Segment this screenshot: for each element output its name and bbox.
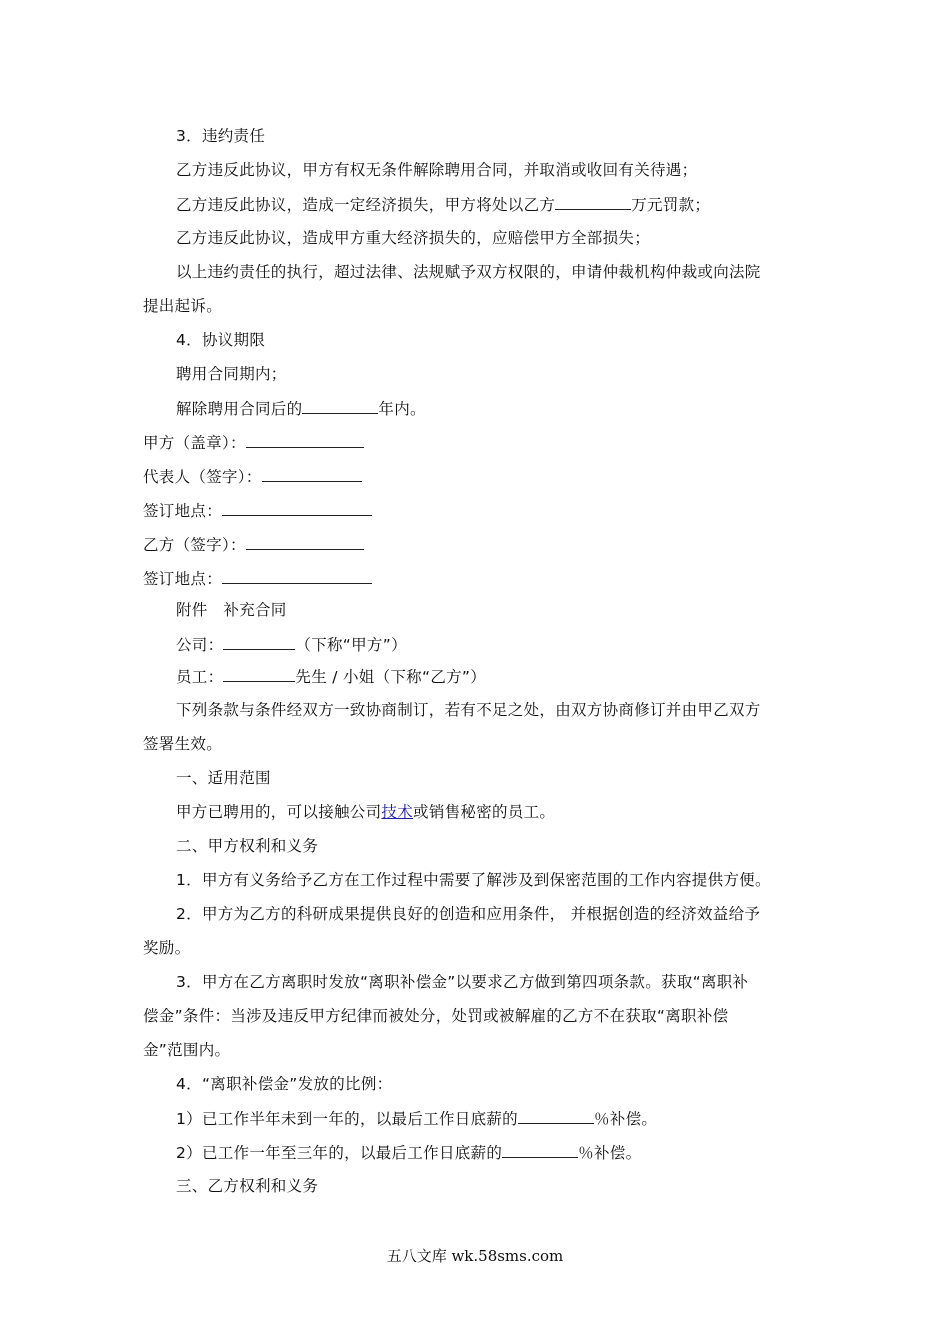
paragraph: 乙方违反此协议，造成一定经济损失，甲方将处以乙方 万元罚款； (176, 196, 711, 214)
signature-party-b: 乙方（签字）： (143, 534, 364, 555)
paragraph: 1）已工作半年未到一年的，以最后工作日底薪的 ％补偿。 (176, 1110, 658, 1128)
paragraph: 乙方违反此协议，甲方有权无条件解除聘用合同，并取消或收回有关待遇； (176, 161, 698, 179)
paragraph: 奖励。 (143, 939, 191, 957)
paragraph: 3．甲方在乙方离职时发放“离职补偿金”以要求乙方做到第四项条款。获取“离职补 (176, 973, 749, 991)
paragraph: 2）已工作一年至三年的，以最后工作日底薪的 ％补偿。 (176, 1144, 642, 1162)
paragraph: 乙方违反此协议，造成甲方重大经济损失的，应赔偿甲方全部损失； (176, 229, 651, 247)
section-2-title: 二、甲方权利和义务 (176, 837, 319, 855)
signature-blank (222, 500, 372, 516)
signature-place-1: 签订地点： (143, 500, 372, 521)
paragraph: 甲方已聘用的，可以接触公司技术或销售秘密的员工。 (176, 803, 556, 821)
section-3-title: 3．违约责任 (176, 127, 266, 145)
fill-blank (518, 1108, 594, 1124)
annex-title: 附件 补充合同 (176, 601, 287, 619)
signature-party-a: 甲方（盖章）： (143, 432, 364, 453)
fill-blank (302, 398, 378, 414)
employee-line: 员工： 先生 / 小姐（下称“乙方”） (176, 668, 487, 686)
footer-watermark: 五八文库 wk.58sms.com (386, 1247, 564, 1265)
fill-blank (502, 1142, 578, 1158)
paragraph: 提出起诉。 (143, 297, 223, 315)
paragraph: 4．“离职补偿金”发放的比例： (176, 1075, 393, 1093)
paragraph: 1．甲方有义务给予乙方在工作过程中需要了解涉及到保密范围的工作内容提供方便。 (176, 871, 771, 889)
company-line: 公司： （下称“甲方”） (176, 636, 407, 654)
section-4-title: 4．协议期限 (176, 331, 266, 349)
paragraph: 偿金”条件：当涉及违反甲方纪律而被处分，处罚或被解雇的乙方不在获取“离职补偿 (143, 1007, 729, 1025)
fill-blank (223, 666, 295, 682)
section-3-rights-title: 三、乙方权利和义务 (176, 1177, 319, 1195)
fill-blank (223, 634, 295, 650)
paragraph: 以上违约责任的执行，超过法律、法规赋予双方权限的，申请仲裁机构仲裁或向法院 (176, 263, 761, 281)
paragraph: 下列条款与条件经双方一致协商制订，若有不足之处，由双方协商修订并由甲乙双方 (176, 701, 761, 719)
signature-blank (246, 534, 364, 550)
signature-representative: 代表人（签字）： (143, 466, 362, 487)
paragraph: 聘用合同期内； (176, 365, 287, 383)
signature-place-2: 签订地点： (143, 568, 372, 589)
technology-link[interactable]: 技术 (381, 803, 414, 821)
paragraph: 2．甲方为乙方的科研成果提供良好的创造和应用条件， 并根据创造的经济效益给予 (176, 905, 761, 923)
signature-blank (262, 466, 362, 482)
signature-blank (222, 568, 372, 584)
paragraph: 签署生效。 (143, 735, 223, 753)
paragraph: 解除聘用合同后的 年内。 (176, 400, 426, 418)
section-1-title: 一、适用范围 (176, 769, 271, 787)
signature-blank (246, 432, 364, 448)
paragraph: 金”范围内。 (143, 1041, 231, 1059)
fill-blank (555, 194, 631, 210)
